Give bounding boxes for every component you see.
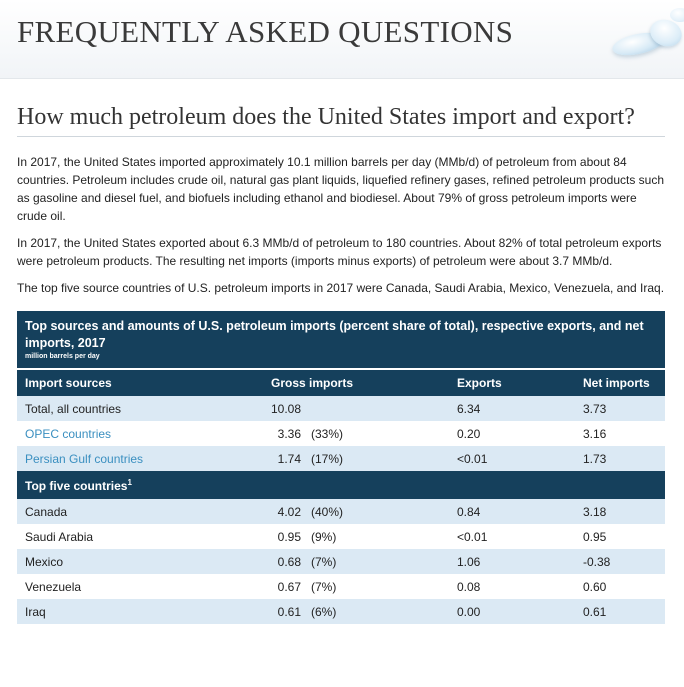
paragraph-top-five: The top five source countries of U.S. petroleum imports in 2017 were Canada, Saudi Arabia, Mexico, Venezuela, and Iraq.: [17, 281, 665, 295]
table-row: [17, 599, 665, 624]
faq-content: [17, 104, 665, 624]
column-header-import-sources: Import sources: [17, 369, 263, 396]
row-gross: [263, 574, 449, 599]
table-row: [17, 499, 665, 524]
table-row: [17, 524, 665, 549]
table-row: [17, 421, 665, 446]
table-row: [17, 396, 665, 421]
question-title: How much petroleum does the United States import and export?: [17, 104, 665, 137]
gross-value: 10.08: [271, 401, 302, 416]
gross-value: 0.68: [277, 554, 302, 569]
page-title: FREQUENTLY ASKED QUESTIONS: [17, 14, 514, 49]
row-name: Mexico: [17, 549, 263, 574]
imports-table: [17, 311, 665, 624]
row-net: 0.60: [575, 574, 665, 599]
paragraph-imports: In 2017, the United States imported approximately 10.1 million barrels per day (MMb/d) of petroleum from about 84 countries. Petroleum includes crude oil, natural gas plant liquids, liquefied refinery gases, refined petroleum products such as gasoline and diesel fuel, and biofuels including ethanol and biodiesel. About 79% of gross petroleum imports were crude oil.: [17, 155, 665, 223]
table-row: [17, 549, 665, 574]
column-header-exports: Exports: [449, 369, 575, 396]
table-section-row: [17, 471, 665, 499]
table-unit: million barrels per day: [25, 353, 100, 360]
footnote-marker[interactable]: 1: [127, 477, 132, 487]
persian-gulf-countries-link[interactable]: Persian Gulf countries: [25, 451, 144, 466]
table-row: [17, 574, 665, 599]
row-net: 1.73: [575, 446, 665, 471]
gross-share: (7%): [311, 579, 337, 594]
row-exports: 6.34: [449, 396, 575, 421]
gross-share: (9%): [311, 529, 337, 544]
pill-graphic: [670, 8, 684, 22]
row-exports: 0.20: [449, 421, 575, 446]
opec-countries-link[interactable]: OPEC countries: [25, 426, 112, 441]
gross-share: (7%): [311, 554, 337, 569]
table-caption: Top sources and amounts of U.S. petroleum imports (percent share of total), respective exports, and net imports, 2017: [25, 319, 644, 350]
gross-value: 0.61: [277, 604, 302, 619]
row-net: 0.95: [575, 524, 665, 549]
gross-share: (6%): [311, 604, 337, 619]
row-gross: [263, 446, 449, 471]
row-net: 3.73: [575, 396, 665, 421]
faq-banner: [0, 0, 684, 79]
row-name: Saudi Arabia: [17, 524, 263, 549]
row-gross: [263, 524, 449, 549]
row-name: Venezuela: [17, 574, 263, 599]
row-gross: [263, 499, 449, 524]
row-gross: [263, 549, 449, 574]
gross-value: 0.95: [277, 529, 302, 544]
row-exports: <0.01: [449, 524, 575, 549]
row-net: 3.18: [575, 499, 665, 524]
row-name: Canada: [17, 499, 263, 524]
row-exports: 0.00: [449, 599, 575, 624]
row-gross: [263, 421, 449, 446]
gross-value: 0.67: [277, 579, 302, 594]
section-label: Top five countries: [25, 478, 128, 493]
table-caption-row: [17, 311, 665, 369]
row-gross: [263, 396, 449, 421]
gross-value: 1.74: [277, 451, 302, 466]
table-header-row: [17, 369, 665, 396]
column-header-net-imports: Net imports: [575, 369, 665, 396]
gross-share: (17%): [311, 451, 344, 466]
row-exports: 0.84: [449, 499, 575, 524]
row-name: Total, all countries: [17, 396, 263, 421]
gross-share: (33%): [311, 426, 344, 441]
row-gross: [263, 599, 449, 624]
gross-value: 4.02: [277, 504, 302, 519]
gross-share: (40%): [311, 504, 344, 519]
row-exports: 0.08: [449, 574, 575, 599]
row-net: 3.16: [575, 421, 665, 446]
paragraph-exports: In 2017, the United States exported about 6.3 MMb/d of petroleum to 180 countries. About 82% of total petroleum exports were petroleum products. The resulting net imports (imports minus exports) of petroleum were about 3.7 MMb/d.: [17, 236, 662, 268]
row-exports: 1.06: [449, 549, 575, 574]
column-header-gross-imports: Gross imports: [263, 369, 449, 396]
table-row: [17, 446, 665, 471]
row-net: -0.38: [575, 549, 665, 574]
row-net: 0.61: [575, 599, 665, 624]
gross-value: 3.36: [277, 426, 302, 441]
row-exports: <0.01: [449, 446, 575, 471]
row-name: Iraq: [17, 599, 263, 624]
